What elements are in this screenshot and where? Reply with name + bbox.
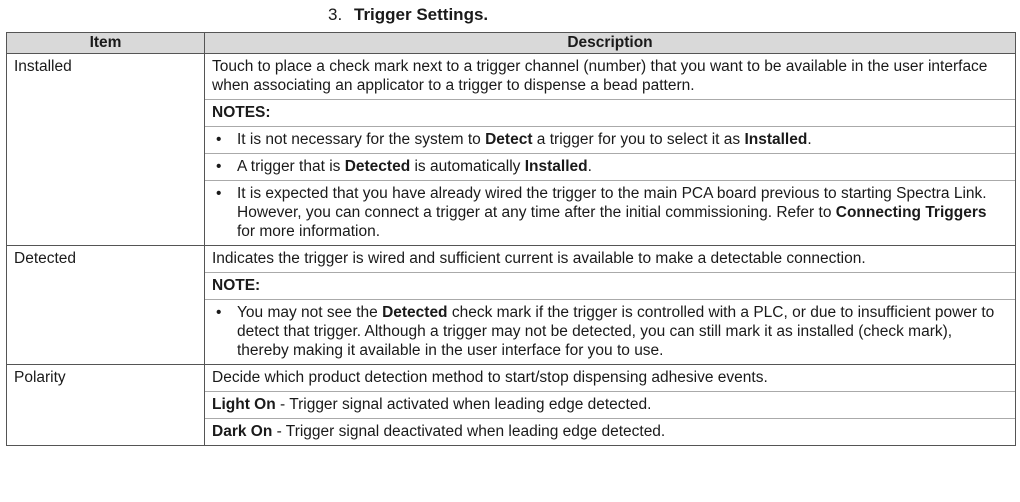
bullet-icon: • — [216, 304, 222, 321]
trigger-settings-table — [6, 32, 1016, 446]
detected-note-1: • You may not see the Detected check mark if the trigger is controlled with a PLC, or due to insufficient power to detect that trigger. Although a trigger may not be detected, you can still mark it as installed (check mark), thereby making it available in the user interface for you to use. — [205, 299, 1015, 364]
description-installed — [205, 54, 1016, 246]
polarity-dark-on: Dark On - Trigger signal deactivated when leading edge detected. — [205, 418, 1015, 445]
connecting-triggers-reference: Connecting Triggers — [835, 204, 987, 221]
detected-note-label: NOTE: — [205, 272, 1015, 299]
installed-description-text: Touch to place a check mark next to a trigger channel (number) that you want to be available in the user interface when associating an applicator to a trigger to dispense a bead pattern. — [212, 58, 988, 94]
header-description: Description — [205, 33, 1016, 54]
header-item: Item — [7, 33, 205, 54]
section-title: Trigger Settings. — [354, 5, 489, 24]
bullet-icon: • — [216, 131, 222, 148]
table-row-installed — [7, 54, 1016, 246]
installed-note-3: • It is expected that you have already wired the trigger to the main PCA board previous to starting Spectra Link. However, you can connect a trigger at any time after the initial commissioning. Refer to Connecting Triggers for more information. — [205, 180, 1015, 245]
bullet-icon: • — [216, 185, 222, 202]
item-installed: Installed — [7, 54, 205, 246]
detected-description-text: Indicates the trigger is wired and sufficient current is available to make a detectable connection. — [212, 250, 866, 267]
section-number: 3. — [328, 5, 343, 24]
bullet-icon: • — [216, 158, 222, 175]
installed-note-1: • It is not necessary for the system to Detect a trigger for you to select it as Installed. — [205, 126, 1015, 153]
table-row-polarity — [7, 365, 1016, 446]
table-row-detected — [7, 246, 1016, 365]
polarity-description-text: Decide which product detection method to start/stop dispensing adhesive events. — [212, 369, 768, 386]
polarity-light-on: Light On - Trigger signal activated when leading edge detected. — [205, 391, 1015, 418]
description-detected — [205, 246, 1016, 365]
installed-notes-label: NOTES: — [205, 99, 1015, 126]
installed-note-2: • A trigger that is Detected is automatically Installed. — [205, 153, 1015, 180]
item-polarity: Polarity — [7, 365, 205, 446]
description-polarity — [205, 365, 1016, 446]
section-heading — [328, 5, 488, 25]
item-detected: Detected — [7, 246, 205, 365]
table-header-row — [7, 33, 1016, 54]
